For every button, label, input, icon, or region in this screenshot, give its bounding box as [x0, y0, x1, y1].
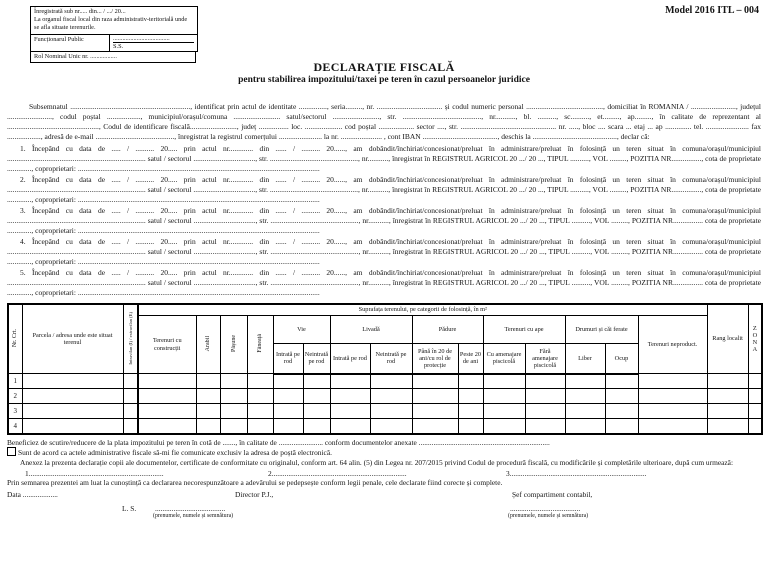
attachment-lines: [7, 469, 761, 479]
col-parcela: Parcela / adresa unde este situat terenul: [22, 304, 123, 374]
col-terenuri-ape-group: Terenuri cu ape: [483, 316, 565, 344]
declaration-item-5: 5. Începând cu data de ..... / .......... 20..... prin actul nr............. din ...... / .......... 20......, am dobândit/închiriat/concesionat/preluat în administrare/preluat în folosință un teren situat în comuna/orașul/municipiul .......................................................................... satul / sectorul ................................., str. ..............................................., nr..........., înregistrat în REGISTRUL AGRICOL 20 .../ 20 ..., TIPUL .........., VOL ........., POZITIA NR................ cota de proprietate ............., coproprietari: .................................................................................................................................: [7, 267, 761, 297]
table-cell: [123, 404, 138, 419]
table-cell: [605, 419, 638, 434]
intro-paragraph: Subsemnatul ................................................................, identificat prin actul de identitate ..............., seria........., nr. ................................... și codul numeric personal ........................................., domiciliat în ROMANIA / ........................, județul ........................, codul poștal .................., municipiul/orașul/comuna ......................... satul/sectorul ........................., str. .........................................., nr..........., bl. .........., sc.........., et........., ap........., în calitate de reprezentant al ................................................., Codul de identificare fiscală........................., județ ................ loc. .................... cod poștal ................... sector ...., str. ................................................... nr. ....., bloc .... scara ... etaj ... ap .............. tel. ....................... fax .................., adresă de e-mail .........................................., înregistrat la registrul comerțului ....................... la nr. ...................... , cont IBAN ........................................, deschis la ............................................., declar că:: [7, 102, 761, 142]
table-cell: [330, 374, 370, 389]
row-number: 4: [8, 419, 22, 434]
accountant-label: Șef compartiment contabil,: [512, 489, 593, 499]
table-cell: [748, 419, 762, 434]
table-cell: [412, 374, 458, 389]
attachment-line-1: 1.........................................................................: [25, 468, 164, 478]
col-ape-cu-amenajare: Cu amenajare piscicolă: [483, 344, 525, 374]
col-drumuri-liber: Liber: [565, 344, 605, 374]
date-label: Data ...................: [7, 489, 58, 499]
table-cell: [138, 404, 196, 419]
table-cell: [273, 389, 303, 404]
signature-dots-left: ......................................: [155, 503, 226, 513]
page-subtitle: pentru stabilirea impozitului/taxei pe teren în cazul persoanelor juridice: [238, 75, 530, 85]
col-drumuri-group: Drumuri și căi ferate: [565, 316, 638, 344]
table-cell: [247, 419, 273, 434]
ls-label: L. S.: [122, 503, 137, 513]
table-cell: [196, 374, 220, 389]
public-official-label: Funcționarul Public: [31, 35, 110, 52]
exemption-line: Beneficiez de scutire/reducere de la plata impozitului pe teren în cotă de ......., în calitate de ........................ conform documentelor anexate .......................................................................: [7, 437, 550, 447]
table-cell: [638, 374, 707, 389]
table-cell: [303, 374, 330, 389]
table-cell: [138, 374, 196, 389]
rol-nominal-box: Rol Nominal Unic nr. .................: [30, 52, 196, 63]
col-padure-group: Pădure: [412, 316, 483, 344]
director-label: Director P.J.,: [235, 489, 274, 499]
registration-box: [30, 6, 198, 63]
table-cell: [370, 419, 412, 434]
table-cell: [707, 419, 748, 434]
table-cell: [565, 389, 605, 404]
col-pasune: Pășune: [220, 316, 247, 374]
attachment-line-2: 2.........................................................................: [268, 468, 407, 478]
table-cell: [605, 374, 638, 389]
fiscal-organ-line: La organul fiscal local din raza administrativ-teritorială unde se afla situate terenurile.: [34, 15, 188, 31]
email-consent-text: Sunt de acord ca actele administrative fiscale să-mi fie comunicate exclusiv la adresa de poștă electronică.: [18, 448, 332, 458]
email-consent-checkbox[interactable]: [7, 447, 16, 456]
row-number: 1: [8, 374, 22, 389]
email-consent-line: [7, 447, 761, 458]
table-cell: [748, 389, 762, 404]
table-cell: [458, 374, 483, 389]
col-livada-group: Livadă: [330, 316, 412, 344]
table-cell: [412, 389, 458, 404]
attachments-paragraph: Anexez la prezenta declarație copii ale documentelor, certificate de conformitate cu originalul, conform art. 64 alin. (5) din Legea nr. 207/2015 privind Codul de procedură fiscală, cu modificările și completările ulterioare, după cum urmează:: [20, 457, 734, 467]
table-cell: [483, 389, 525, 404]
table-cell: [748, 374, 762, 389]
col-suprafata-group: Suprafața terenului, pe categorii de folosință, în m²: [138, 304, 707, 316]
declaration-item-1: 1. Începând cu data de ..... / .......... 20..... prin actul nr............. din ...... / .......... 20......, am dobândit/închiriat/concesionat/preluat în administrare/preluat în folosință un teren situat în comuna/orașul/municipiul .......................................................................... satul / sectorul ................................., str. ..............................................., nr..........., înregistrat în REGISTRUL AGRICOL 20 .../ 20 ..., TIPUL .........., VOL ........., POZITIA NR................, cota de proprietate ............., coproprietari: .................................................................................................................................: [7, 144, 761, 174]
signature-block: [7, 490, 761, 530]
col-faneata: Fâneață: [247, 316, 273, 374]
col-intravilan-extravilan: Intravilan (I) / extravilan (E): [123, 304, 138, 374]
page-title: DECLARAȚIE FISCALĂ: [313, 60, 455, 74]
table-cell: [123, 419, 138, 434]
table-cell: [330, 404, 370, 419]
table-cell: [605, 404, 638, 419]
col-livada-neintrata: Neintrată pe rod: [370, 344, 412, 374]
table-cell: [370, 374, 412, 389]
registration-number-line: Înregistrată sub nr..... din... / .../ 20...: [34, 8, 126, 15]
col-terenuri-constructii: Terenuri cu construcții: [138, 316, 196, 374]
declaration-item-4: 4. Începând cu data de ..... / .......... 20..... prin actul nr............. din ...... / .......... 20......, am dobândit/închiriat/concesionat/preluat în administrare/preluat în folosință un teren situat în comuna/orașul/municipiul .......................................................................... satul / sectorul ................................., str. ..............................................., nr..........., înregistrat în REGISTRUL AGRICOL 20 .../ 20 ..., TIPUL .........., VOL ........., POZITIA NR................ cota de proprietate ............., coproprietari: .................................................................................................................................: [7, 236, 761, 266]
table-cell: [458, 404, 483, 419]
table-cell: [707, 374, 748, 389]
table-cell: [565, 404, 605, 419]
registration-number-box: [30, 6, 198, 35]
table-cell: [247, 389, 273, 404]
col-vie-neintrata: Neintrată pe rod: [303, 344, 330, 374]
table-cell: [196, 389, 220, 404]
table-cell: [565, 419, 605, 434]
signature-dots: ....................................: [113, 34, 170, 42]
table-cell: [247, 404, 273, 419]
table-cell: [707, 389, 748, 404]
table-cell: [370, 404, 412, 419]
col-livada-intrata: Intrată pe rod: [330, 344, 370, 374]
table-cell: [196, 404, 220, 419]
public-official-signature-cell: [110, 35, 197, 52]
table-cell: [483, 374, 525, 389]
table-cell: [412, 419, 458, 434]
land-table: [7, 303, 763, 435]
table-cell: [196, 419, 220, 434]
table-cell: [220, 389, 247, 404]
table-cell: [707, 404, 748, 419]
declaration-item-3: 3. Începând cu data de ..... / .......... 20..... prin actul nr............. din ...... / .......... 20......, am dobândit/închiriat/concesionat/preluat în administrare/preluat în folosință un teren situat în comuna/orașul/municipiul .......................................................................... satul / sectorul ................................., str. ..............................................., nr..........., înregistrat în REGISTRUL AGRICOL 20 .../ 20 ..., TIPUL .........., VOL ........., POZITIA NR................ cota de proprietate ............., coproprietari: .................................................................................................................................: [7, 206, 761, 235]
table-cell: [303, 389, 330, 404]
table-cell: [525, 389, 565, 404]
table-cell: [22, 374, 123, 389]
public-official-box: [30, 35, 198, 53]
table-cell: [138, 389, 196, 404]
table-cell: [748, 404, 762, 419]
row-number: 2: [8, 389, 22, 404]
model-label: Model 2016 ITL – 004: [665, 5, 759, 16]
table-cell: [638, 419, 707, 434]
table-row-4: [8, 419, 762, 434]
table-cell: [273, 374, 303, 389]
penalty-line: Prin semnarea prezentei am luat la cunoștință ca declararea necorespunzătoare a adevărului se pedepsește conform legii penale, cele declarate fiind corecte și complete.: [7, 478, 503, 488]
table-cell: [22, 419, 123, 434]
col-vie-intrata: Intrată pe rod: [273, 344, 303, 374]
table-cell: [370, 389, 412, 404]
table-cell: [483, 419, 525, 434]
table-cell: [273, 419, 303, 434]
table-cell: [220, 374, 247, 389]
col-drumuri-ocup: Ocup: [605, 344, 638, 374]
table-cell: [458, 389, 483, 404]
col-arabil: Arabil: [196, 316, 220, 374]
col-rang-localitate: Rang localit: [707, 304, 748, 374]
table-cell: [273, 404, 303, 419]
table-cell: [220, 404, 247, 419]
table-row-2: [8, 389, 762, 404]
table-cell: [22, 389, 123, 404]
col-terenuri-neproductive: Terenuri neproduct.: [638, 316, 707, 374]
table-cell: [123, 389, 138, 404]
col-padure-pana-20: Până în 20 de ani/cu rol de protecție: [412, 344, 458, 374]
ss-label: S.S.: [113, 42, 194, 51]
table-cell: [247, 374, 273, 389]
signature-caption-left: (prenumele, numele și semnătura): [153, 512, 234, 519]
table-cell: [565, 374, 605, 389]
table-cell: [123, 374, 138, 389]
table-cell: [638, 389, 707, 404]
signature-caption-right: (prenumele, numele și semnătura): [508, 512, 589, 519]
table-cell: [605, 389, 638, 404]
row-number: 3: [8, 404, 22, 419]
table-cell: [412, 404, 458, 419]
table-cell: [525, 374, 565, 389]
table-cell: [483, 404, 525, 419]
table-cell: [458, 419, 483, 434]
signature-dots-right: ......................................: [510, 503, 581, 513]
table-cell: [303, 404, 330, 419]
table-cell: [330, 389, 370, 404]
table-cell: [303, 419, 330, 434]
col-ape-fara-amenajare: Fără amenajare piscicolă: [525, 344, 565, 374]
form-header: [7, 0, 761, 98]
table-row-3: [8, 404, 762, 419]
table-cell: [525, 404, 565, 419]
table-row-1: [8, 374, 762, 389]
declaration-item-2: 2. Începând cu data de ..... / .......... 20..... prin actul nr............. din ...... / .......... 20......, am dobândit/închiriat/concesionat/preluat în administrare/preluat în folosință un teren situat în comuna/orașul/municipiul .......................................................................... satul / sectorul ................................., str. ..............................................., nr..........., înregistrat în REGISTRUL AGRICOL 20 .../ 20 ..., TIPUL .........., VOL ........., POZITIA NR................, cota de proprietate ............., coproprietari: .................................................................................................................................: [7, 175, 761, 205]
col-nr-crt: Nr. Crt.: [8, 304, 22, 374]
table-cell: [220, 419, 247, 434]
attachment-line-3: 3..........................................................................: [506, 468, 647, 478]
table-cell: [138, 419, 196, 434]
col-padure-peste-20: Peste 20 de ani: [458, 344, 483, 374]
table-cell: [330, 419, 370, 434]
col-vie-group: Vie: [273, 316, 330, 344]
col-zona: Z O N A: [748, 304, 762, 374]
table-cell: [638, 404, 707, 419]
table-cell: [525, 419, 565, 434]
table-cell: [22, 404, 123, 419]
